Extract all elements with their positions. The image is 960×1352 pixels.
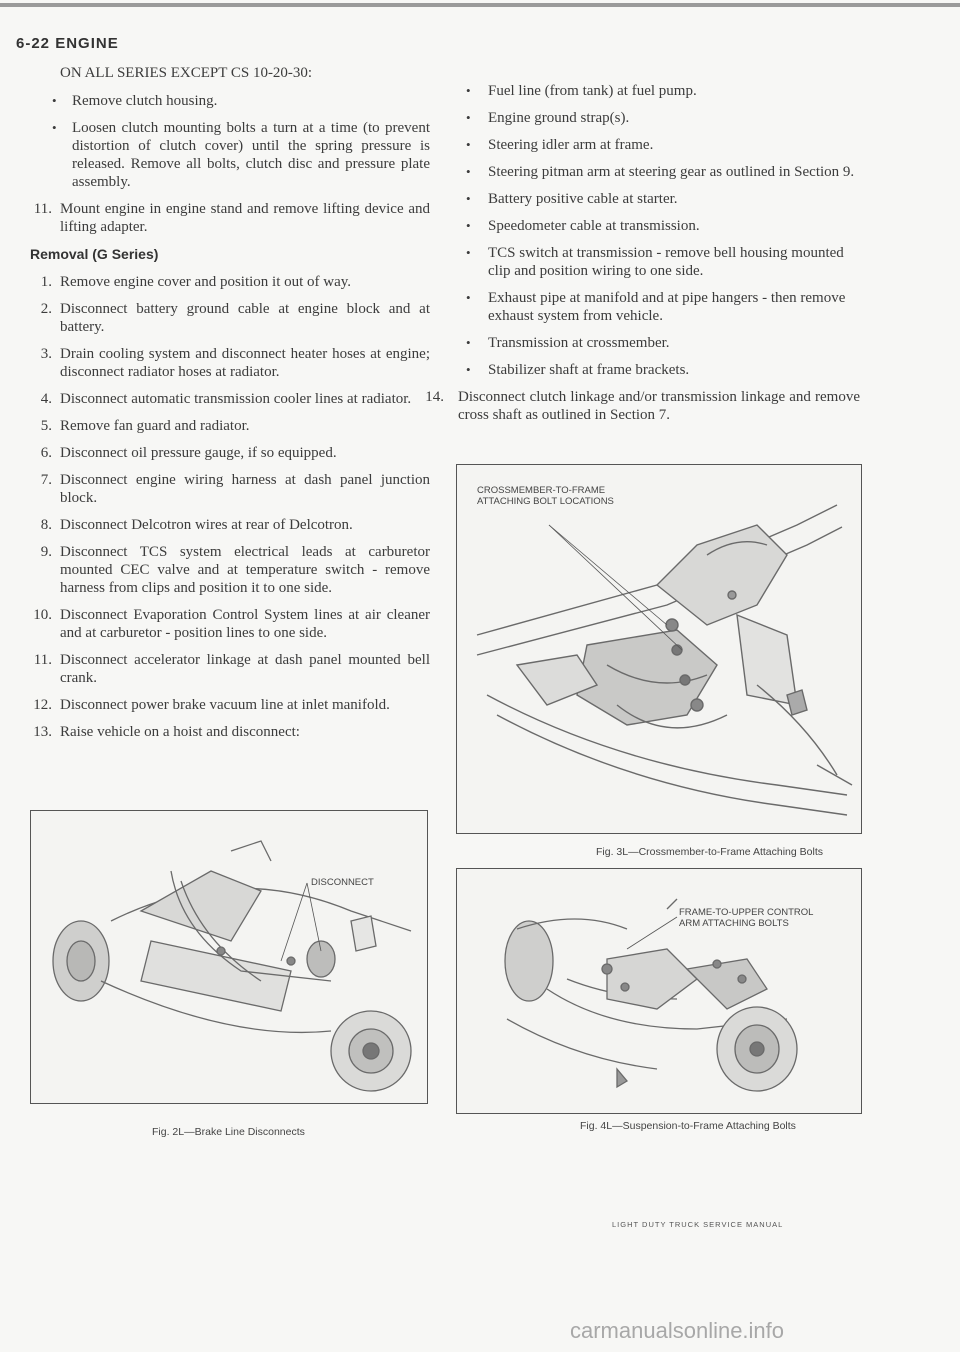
figure-label [679,907,813,929]
removal-step [30,300,430,336]
list-item: • Stabilizer shaft at frame brackets. [452,361,860,379]
figure-label-line: CROSSMEMBER-TO-FRAME [477,485,606,496]
suspension-illustration [457,869,861,1113]
removal-heading: Removal (G Series) [30,246,159,262]
figure-label-line: ARM ATTACHING BOLTS [679,918,789,929]
removal-step [30,444,430,462]
list-item: • TCS switch at transmission - remove bell housing mounted clip and position wiring to one side. [452,244,860,280]
step-text: Mount engine in engine stand and remove lifting device and lifting adapter. [60,201,430,235]
list-item: • Fuel line (from tank) at fuel pump. [452,82,860,100]
step-text: Disconnect Evaporation Control System lines at air cleaner and at carburetor - position lines to one side. [60,607,430,641]
step-number: 11. [33,201,52,217]
step-number: 6. [40,445,52,461]
step-number: 11. [33,652,52,668]
step-text: Disconnect Delcotron wires at rear of Delcotron. [60,517,353,533]
figure-suspension-bolts [456,868,862,1114]
figure-label [477,485,614,507]
step-14 [418,388,860,424]
step-text: Raise vehicle on a hoist and disconnect: [60,724,300,740]
left-column [30,64,430,750]
disconnect-bullet-list [452,82,860,379]
step-text: Disconnect clutch linkage and/or transmission linkage and remove cross shaft as outlined in Section 7. [458,389,860,423]
figure-caption: Fig. 4L—Suspension-to-Frame Attaching Bolts [580,1120,796,1132]
step-text: Disconnect oil pressure gauge, if so equipped. [60,445,337,461]
removal-step [30,543,430,597]
step-text: Disconnect power brake vacuum line at inlet manifold. [60,697,390,713]
brake-line-illustration [31,811,427,1103]
step-text: Disconnect TCS system electrical leads at carburetor mounted CEC valve and at temperature switch - remove harness from clips and position it to one side. [60,544,430,596]
top-rule [0,3,960,7]
step-text: Disconnect engine wiring harness at dash panel junction block. [60,472,430,506]
removal-step [30,471,430,507]
list-item: • Steering idler arm at frame. [452,136,860,154]
removal-step [30,516,430,534]
step-number: 5. [40,418,52,434]
step-text: Remove engine cover and position it out of way. [60,274,352,290]
removal-step [30,606,430,642]
step-number: 1. [40,274,52,290]
figure-label: DISCONNECT [311,877,374,888]
watermark: carmanualsonline.info [570,1318,785,1343]
step-number: 8. [40,517,52,533]
step-text: Disconnect automatic transmission cooler lines at radiator. [60,391,412,407]
step-number: 3. [40,346,52,362]
step-text: Drain cooling system and disconnect heater hoses at engine; disconnect radiator hoses at radiator. [60,346,430,380]
removal-step [30,696,430,714]
figure-brake-line [30,810,428,1104]
step-number: 13. [33,724,52,740]
step-number: 2. [40,301,52,317]
step-text: Remove fan guard and radiator. [60,418,250,434]
step-number: 10. [33,607,52,623]
step-number: 7. [40,472,52,488]
right-column [425,82,860,433]
step-text: Disconnect battery ground cable at engine block and at battery. [60,301,430,335]
step-number: 4. [40,391,52,407]
removal-step [30,390,430,408]
removal-step [30,723,430,741]
list-item: • Transmission at crossmember. [452,334,860,352]
list-item: • Speedometer cable at transmission. [452,217,860,235]
page-footer: LIGHT DUTY TRUCK SERVICE MANUAL [612,1220,784,1229]
removal-step [30,417,430,435]
removal-step [30,651,430,687]
figure-label-line: ATTACHING BOLT LOCATIONS [477,496,614,507]
list-item: • Exhaust pipe at manifold and at pipe hangers - then remove exhaust system from vehicle. [452,289,860,325]
list-item: • Steering pitman arm at steering gear as outlined in Section 9. [452,163,860,181]
list-item: • Engine ground strap(s). [452,109,860,127]
figure-label-line: FRAME-TO-UPPER CONTROL [679,907,814,918]
step-number: 9. [40,544,52,560]
removal-step [30,273,430,291]
crossmember-illustration [457,465,861,833]
series-bullet-list [42,92,430,191]
step-text: Disconnect accelerator linkage at dash panel mounted bell crank. [60,652,430,686]
page-header: 6-22 ENGINE [16,35,119,52]
figure-crossmember-bolts [456,464,862,834]
list-item: • Remove clutch housing. [42,92,430,110]
figure-caption: Fig. 3L—Crossmember-to-Frame Attaching Bolts [596,846,823,858]
removal-step [30,345,430,381]
figure-caption: Fig. 2L—Brake Line Disconnects [152,1126,305,1138]
list-item: • Battery positive cable at starter. [452,190,860,208]
list-item: • Loosen clutch mounting bolts a turn at a time (to prevent distortion of clutch cover) until the spring pressure is released. Remove all bolts, clutch disc and pressure plate assembly. [42,119,430,191]
step-11 [30,200,430,236]
step-number: 14. [425,389,444,405]
series-title: ON ALL SERIES EXCEPT CS 10-20-30: [60,65,313,81]
step-number: 12. [33,697,52,713]
